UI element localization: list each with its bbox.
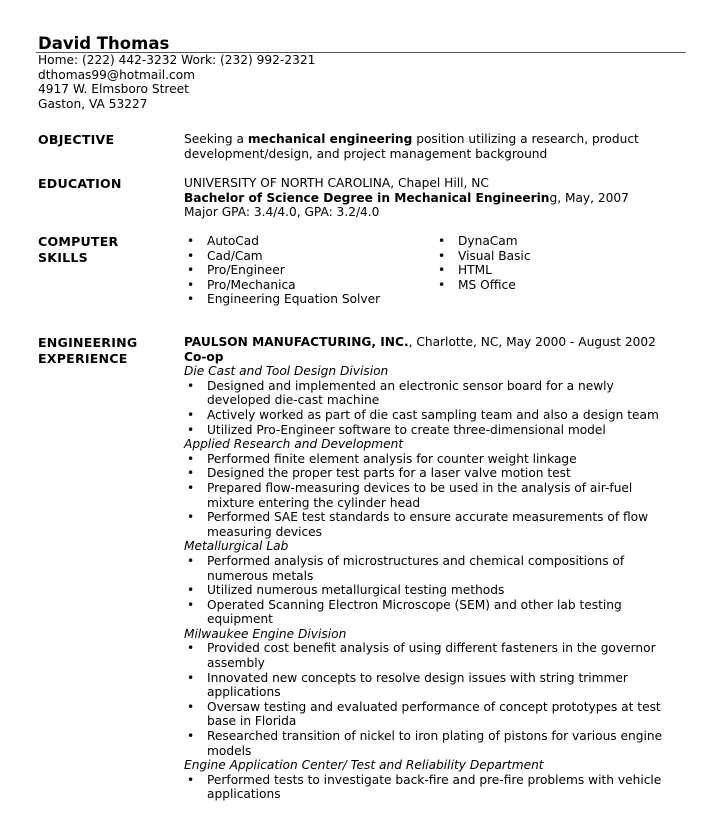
company-name: PAULSON MANUFACTURING, INC. [184,335,409,349]
duty-item: • Performed finite element analysis for counter weight linkage [184,452,680,467]
objective-text [184,132,684,161]
skill-item: • DynaCam [435,234,635,249]
duty-item: • Utilized numerous metallurgical testing methods [184,583,680,598]
street-address: 4917 W. Elmsboro Street [38,82,189,97]
experience-heading-line1: ENGINEERING [38,335,138,350]
division-title: Milwaukee Engine Division [184,626,347,641]
skills-heading-line1: COMPUTER [38,234,119,249]
education-gpa: Major GPA: 3.4/4.0, GPA: 3.2/4.0 [184,205,380,220]
skill-item: • Pro/Mechanica [184,278,424,293]
duty-item: • Innovated new concepts to resolve design issues with string trimmer applications [184,671,680,700]
job-role: Co-op [184,349,224,364]
education-degree: Bachelor of Science Degree in Mechanical Engineerin [184,190,550,205]
skill-item: • HTML [435,263,635,278]
division-title: Applied Research and Development [184,437,404,452]
duty-item: • Performed analysis of microstructures and chemical compositions of numerous metals [184,554,680,583]
division-title: Die Cast and Tool Design Division [184,364,389,379]
duty-item: • Researched transition of nickel to iron plating of pistons for various engine models [184,729,680,758]
objective-heading: OBJECTIVE [38,132,115,147]
duty-item: • Designed and implemented an electronic sensor board for a newly developed die-cast machine [184,379,680,408]
duty-item: • Provided cost benefit analysis of using different fasteners in the governor assembly [184,641,680,670]
division-title: Metallurgical Lab [184,539,289,554]
objective-emphasis: mechanical engineering [247,132,413,146]
objective-post: position utilizing a research, product [412,132,639,146]
company-details: , Charlotte, NC, May 2000 - August 2002 [408,335,656,349]
duty-item: • Performed SAE test standards to ensure accurate measurements of flow measuring devices [184,510,680,539]
experience-block [184,335,680,802]
education-text [184,176,684,220]
skills-list-right [435,234,635,292]
education-school: UNIVERSITY OF NORTH CAROLINA, Chapel Hill, NC [184,176,489,190]
duty-item: • Designed the proper test parts for a laser valve motion test [184,466,680,481]
duty-item: • Utilized Pro-Engineer software to create three-dimensional model [184,423,680,438]
objective-line2: development/design, and project management background [184,146,548,161]
skill-item: • AutoCad [184,234,424,249]
resume-name: David Thomas [38,34,170,53]
skill-item: • Pro/Engineer [184,263,424,278]
skills-heading [38,234,118,266]
phone-numbers: Home: (222) 442-3232 Work: (232) 992-2321 [38,53,316,67]
skill-item: • MS Office [435,278,635,293]
city-address: Gaston, VA 53227 [38,96,148,111]
skill-item: • Engineering Equation Solver [184,292,424,307]
contact-block [38,53,315,111]
experience-heading [38,335,137,367]
duty-item: • Prepared flow-measuring devices to be used in the analysis of air-fuel mixture entering the cylinder head [184,481,680,510]
objective-pre: Seeking a [184,132,248,146]
experience-heading-line2: EXPERIENCE [38,351,128,366]
skills-heading-line2: SKILLS [38,250,88,265]
division-title: Engine Application Center/ Test and Reliability Department [184,758,544,773]
duty-item: • Actively worked as part of die cast sampling team and also a design team [184,408,680,423]
duty-item: • Oversaw testing and evaluated performance of concept prototypes at test base in Florida [184,700,680,729]
duty-item: • Operated Scanning Electron Microscope (SEM) and other lab testing equipment [184,598,680,627]
duty-item: • Performed tests to investigate back-fire and pre-fire problems with vehicle applications [184,773,680,802]
education-degree-date: g, May, 2007 [549,190,629,205]
email-address: dthomas99@hotmail.com [38,67,196,82]
skill-item: • Visual Basic [435,249,635,264]
skill-item: • Cad/Cam [184,249,424,264]
skills-list-left [184,234,424,307]
education-heading: EDUCATION [38,176,122,191]
